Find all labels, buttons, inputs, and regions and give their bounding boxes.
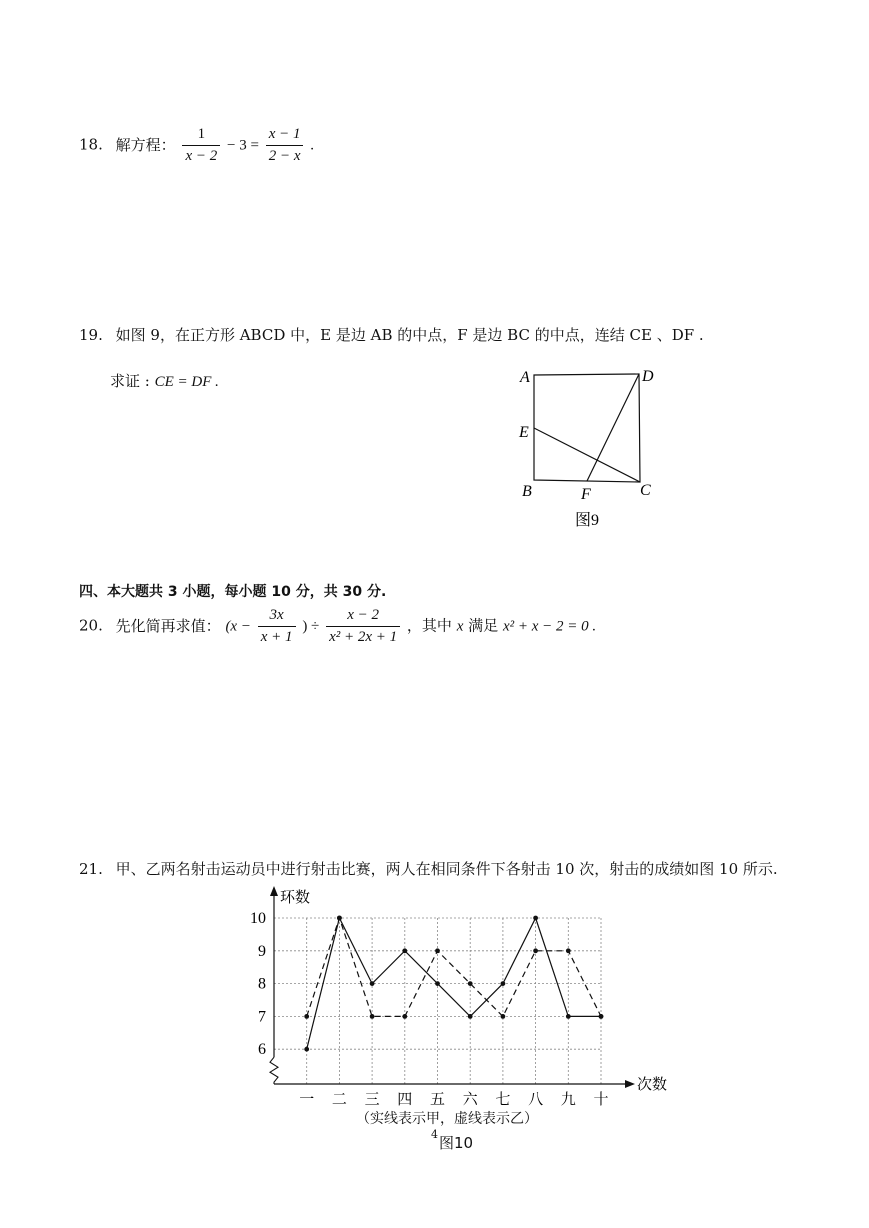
question-20: [79, 607, 596, 646]
data-point: [304, 1014, 309, 1019]
data-point: [501, 1014, 506, 1019]
section-heading: 四、本大题共 3 小题，每小题 10 分，共 30 分.: [79, 584, 387, 600]
condition-mid: 满足: [468, 616, 499, 635]
fraction-1: [258, 607, 296, 646]
data-point: [370, 981, 375, 986]
fraction-2: [326, 607, 400, 646]
question-lead: 先化简再求值：: [115, 616, 221, 635]
chart-note: （实线表示甲，虚线表示乙）: [356, 1111, 538, 1127]
x-tick-label: 二: [331, 1092, 347, 1108]
y-tick-label: 9: [258, 942, 266, 960]
question-number: 18.: [79, 135, 103, 154]
label-a: A: [520, 369, 530, 386]
fraction-1: [182, 126, 220, 165]
data-point: [566, 1014, 571, 1019]
x-tick-label: 五: [429, 1092, 446, 1108]
fraction-denominator: 2 − x: [268, 148, 301, 164]
fraction-denominator: x + 1: [260, 629, 293, 645]
y-tick-label: 7: [258, 1008, 266, 1026]
y-axis-arrow: [270, 886, 278, 896]
question-21: [79, 858, 778, 879]
data-point: [304, 1047, 309, 1052]
y-axis-title: 环数: [280, 890, 311, 906]
fraction-numerator: 1: [182, 126, 220, 146]
data-point: [599, 1014, 604, 1019]
data-point: [402, 1014, 407, 1019]
question-text: 如图 9，在正方形 ABCD 中，E 是边 AB 的中点，F 是边 BC 的中点，连结 CE 、DF .: [115, 326, 704, 344]
label-c: C: [640, 482, 651, 499]
chart-labels: [250, 889, 667, 1108]
prove-statement: [110, 370, 219, 391]
fraction-numerator: x − 1: [266, 126, 304, 146]
x-axis-title: 次数: [637, 1077, 668, 1093]
data-point: [337, 916, 342, 921]
equation-end: .: [310, 137, 315, 154]
question-text: 甲、乙两名射击运动员中进行射击比赛，两人在相同条件下各射击 10 次，射击的成绩如图 10 所示.: [115, 860, 778, 878]
data-point: [501, 981, 506, 986]
axis-break-zigzag: [270, 1057, 278, 1084]
x-axis-arrow: [625, 1080, 635, 1088]
label-d: D: [642, 368, 654, 385]
label-e: E: [519, 424, 529, 441]
segment-ce: [534, 428, 640, 482]
fraction-denominator: x² + 2x + 1: [329, 629, 398, 645]
data-point: [533, 916, 538, 921]
figure-caption: 图9: [575, 512, 600, 529]
label-f: F: [581, 486, 591, 503]
x-tick-label: 三: [364, 1092, 380, 1108]
x-tick-label: 六: [462, 1092, 478, 1108]
data-point: [435, 981, 440, 986]
square-abcd: [534, 374, 640, 482]
fraction-denominator: x − 2: [185, 148, 218, 164]
question-lead: 解方程：: [115, 135, 176, 154]
y-tick-label: 10: [250, 910, 266, 927]
prove-label: 求证 :: [110, 372, 150, 390]
x-tick-label: 八: [528, 1092, 544, 1108]
data-point: [468, 1014, 473, 1019]
label-b: B: [522, 483, 532, 500]
data-point: [468, 981, 473, 986]
equation-middle: − 3 =: [227, 137, 259, 154]
x-tick-label: 九: [560, 1092, 576, 1108]
figure-caption: 图10: [439, 1134, 474, 1152]
figure-9: [505, 362, 675, 532]
condition-expr: x² + x − 2 = 0 .: [502, 618, 597, 635]
question-18: [79, 126, 314, 165]
condition-pre: ，其中: [406, 616, 452, 635]
chart-grid: [274, 918, 601, 1084]
x-tick-label: 七: [495, 1092, 511, 1108]
question-19: [79, 324, 704, 345]
question-number: 19.: [79, 326, 103, 344]
data-point: [402, 948, 407, 953]
series-line-dashed: [307, 918, 601, 1016]
data-point: [566, 948, 571, 953]
expr-open: (x −: [225, 618, 251, 635]
chart-axes: [270, 886, 635, 1088]
data-point: [533, 948, 538, 953]
page-number: 4: [431, 1128, 438, 1141]
condition-var: x: [456, 618, 464, 635]
x-tick-label: 四: [397, 1092, 413, 1108]
fraction-2: [266, 126, 304, 165]
y-tick-label: 8: [258, 975, 266, 993]
question-number: 20.: [79, 616, 103, 635]
segment-df: [587, 374, 639, 481]
prove-expression: CE = DF .: [154, 374, 219, 390]
expr-divide: ) ÷: [302, 618, 320, 635]
x-tick-label: 一: [299, 1092, 315, 1108]
fraction-numerator: x − 2: [326, 607, 400, 627]
data-point: [435, 948, 440, 953]
fraction-numerator: 3x: [258, 607, 296, 627]
question-number: 21.: [79, 860, 103, 878]
data-point: [370, 1014, 375, 1019]
x-tick-label: 十: [593, 1092, 609, 1108]
y-tick-label: 6: [258, 1041, 266, 1059]
